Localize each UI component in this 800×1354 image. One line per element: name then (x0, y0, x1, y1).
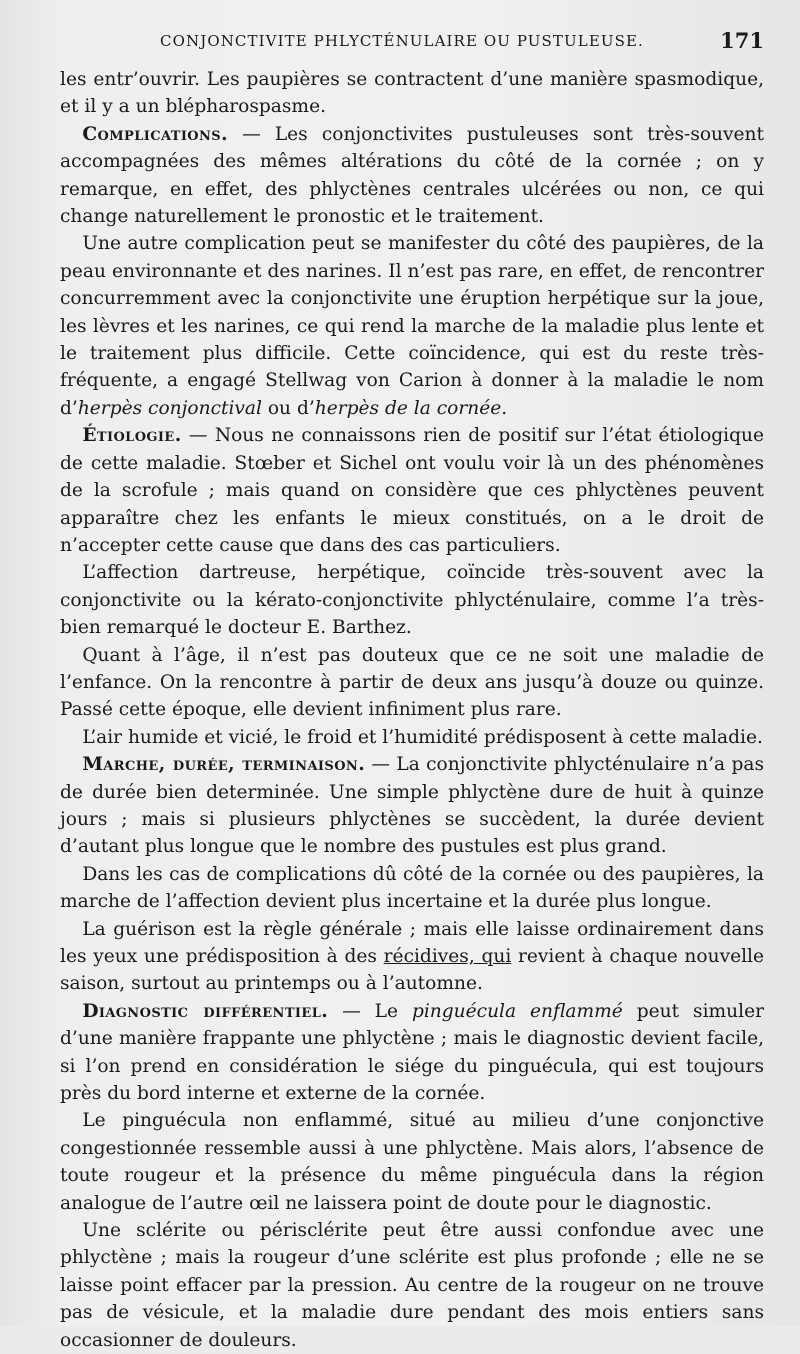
diagnostic-term: pinguécula enflammé (411, 1000, 623, 1022)
guerison-text-b: revient à chaque nouvelle saison, surtout au printemps ou à l’automne. (60, 946, 764, 995)
paragraph-complications-duree: Dans les cas de complications dû côté de la cornée ou des paupières, la marche de l’affection devient plus incertaine et la durée plus longue. (60, 863, 764, 913)
paragraph-air: L’air humide et vicié, le froid et l’humidité prédisposent à cette maladie. (82, 726, 763, 748)
paragraph-dartreuse: L’affection dartreuse, herpétique, coïncide très-souvent avec la conjonctivite ou la kérato-conjonctivite phlycténulaire, comme l’a très-bien remarqué le docteur E. Barthez. (60, 562, 764, 639)
herpes-term-1: herpès conjonctival (77, 397, 262, 419)
running-title: CONJONCTIVITE PHLYCTÉNULAIRE OU PUSTULEUSE. (160, 32, 644, 50)
diagnostic-text-b: peut simuler d’une manière frappante une phlyctène ; mais le diagnostic devient facile, si l’on prend en considération le siége du pinguécula, qui est toujours près du bord interne et externe de la cornée. (60, 1000, 764, 1105)
herpes-term-2: herpès de la cornée (314, 397, 502, 419)
rubric-marche: Marche, durée, terminaison. (82, 754, 366, 776)
diagnostic-text-a: — Le (328, 1000, 412, 1022)
etiologie-text: — Nous ne connaissons rien de positif sur l’état étiologique de cette maladie. Stœber et Sichel ont voulu voir là un des phénomènes de la scrofule ; mais quand on considère que ces phlyctènes peuvent apparaître chez les enfants le mieux constitués, on a le droit de n’accepter cette cause que dans des cas particuliers. (60, 425, 764, 556)
herpes-text-c: . (501, 397, 508, 419)
herpes-text-b: ou d’ (261, 397, 315, 419)
rubric-diagnostic: Diagnostic différentiel. (82, 1000, 329, 1022)
herpes-text-a: Une autre complication peut se manifester du côté des paupières, de la peau environnante et des narines. Il n’est pas rare, en effet, de rencontrer concurremment avec la conjonctivite une éruption herpétique sur la joue, les lèvres et les narines, ce qui rend la marche de la maladie plus lente et le traitement plus difficile. Cette coïncidence, qui est du reste très-fréquente, a engagé Stellwag von Carion à donner à la maladie le nom d’ (60, 233, 764, 419)
paragraph-guerison (60, 916, 764, 998)
rubric-etiologie: Étiologie. (82, 425, 182, 447)
paragraph-pinguecula: Le pinguécula non enflammé, situé au milieu d’une conjonctive congestionnée ressemble aussi à une phlyctène. Mais alors, l’absence de toute rougeur et la présence du même pinguécula dans la région analogue de l’autre œil ne laissera point de doute pour le diagnostic. (60, 1110, 764, 1214)
paragraph-sclerite: Une sclérite ou périsclérite peut être aussi confondue avec une phlyctène ; mais la rougeur d’une sclérite est plus profonde ; elle ne se laisse point effacer par la pression. Au centre de la rougeur on ne trouve pas de vésicule, et la maladie dure pendant des mois entiers sans occasionner de douleurs. (60, 1220, 764, 1351)
rubric-complications: Complications. (82, 123, 228, 145)
guerison-underlined: récidives, qui (383, 946, 512, 967)
guerison-text-a: La guérison est la règle générale ; mais elle laisse ordinairement dans les yeux une prédisposition à des (60, 918, 764, 967)
paragraph-continuation: les entr’ouvrir. Les paupières se contractent d’une manière spasmodique, et il y a un blépharospasme. (60, 69, 764, 118)
marche-text: — La conjonctivite phlycténulaire n’a pas de durée bien determinée. Une simple phlyctène dure de huit à quinze jours ; mais si plusieurs phlyctènes se succèdent, la durée devient d’autant plus longue que le nombre des pustules est plus grand. (60, 754, 764, 858)
complications-text: — Les conjonctivites pustuleuses sont très-souvent accompagnées des mêmes altérations du côté de la cornée ; on y remarque, en effet, des phlyctènes centrales ulcérées ou non, ce qui change naturellement le pronostic et le traitement. (60, 123, 764, 228)
page-number: 171 (720, 28, 764, 53)
paragraph-diagnostic (60, 998, 764, 1108)
paragraph-herpes (60, 230, 764, 422)
page-body (60, 66, 764, 1354)
paragraph-etiologie (60, 422, 764, 559)
paragraph-complications (60, 121, 764, 231)
page-header (60, 30, 764, 58)
paragraph-marche (60, 751, 764, 861)
paragraph-age: Quant à l’âge, il n’est pas douteux que ce ne soit une maladie de l’enfance. On la rencontre à partir de deux ans jusqu’à douze ou quinze. Passé cette époque, elle devient infiniment plus rare. (60, 644, 764, 721)
